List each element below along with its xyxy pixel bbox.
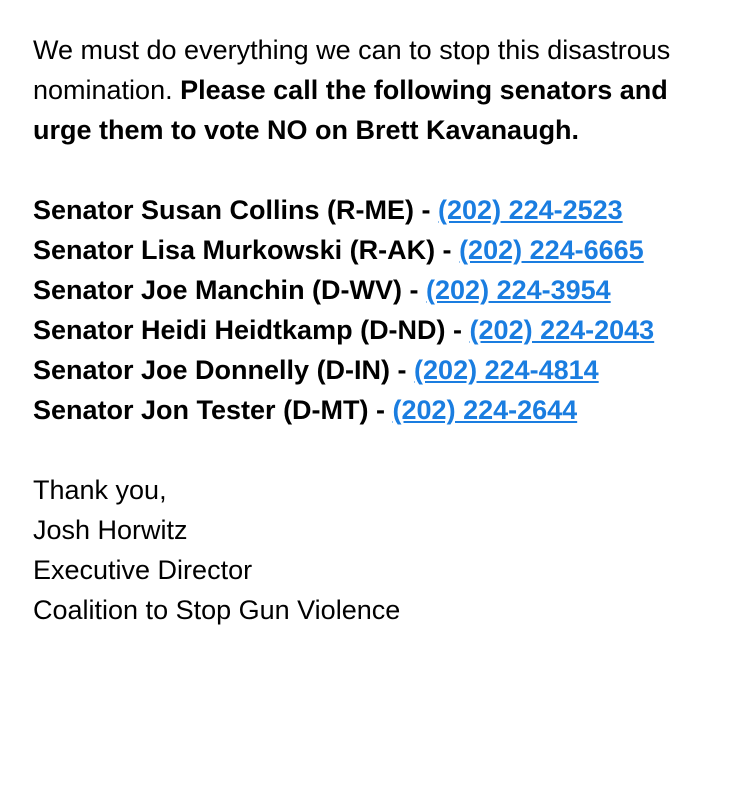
- phone-link[interactable]: (202) 224-2644: [392, 395, 578, 425]
- signer-title: Executive Director: [33, 555, 253, 585]
- senator-item: [33, 390, 723, 430]
- senator-name: Senator Joe Donnelly (D-IN) -: [33, 355, 415, 385]
- closing-text: Thank you,: [33, 475, 167, 505]
- senator-list: [33, 190, 723, 430]
- signer-name: Josh Horwitz: [33, 515, 188, 545]
- phone-link[interactable]: (202) 224-6665: [459, 235, 644, 265]
- senator-item: [33, 230, 723, 270]
- senator-name: Senator Jon Tester (D-MT) -: [33, 395, 393, 425]
- organization-name: Coalition to Stop Gun Violence: [33, 595, 401, 625]
- senator-item: [33, 350, 723, 390]
- phone-link[interactable]: (202) 224-3954: [426, 275, 611, 305]
- phone-link[interactable]: (202) 224-2523: [438, 195, 623, 225]
- senator-name: Senator Susan Collins (R-ME) -: [33, 195, 439, 225]
- signature-block: [33, 470, 723, 630]
- email-body: [33, 30, 723, 630]
- senator-name: Senator Lisa Murkowski (R-AK) -: [33, 235, 460, 265]
- senator-item: [33, 190, 723, 230]
- senator-name: Senator Joe Manchin (D-WV) -: [33, 275, 427, 305]
- phone-link[interactable]: (202) 224-4814: [414, 355, 599, 385]
- intro-paragraph: [33, 30, 723, 150]
- senator-item: [33, 270, 723, 310]
- phone-link[interactable]: (202) 224-2043: [469, 315, 655, 345]
- intro-call-to-action: Please call the following senators and urge them to vote NO on Brett Kavanaugh.: [33, 75, 668, 145]
- senator-item: [33, 310, 723, 350]
- senator-name: Senator Heidi Heidtkamp (D-ND) -: [33, 315, 470, 345]
- intro-text: We must do everything we can to stop this disastrous nomination.: [33, 35, 671, 105]
